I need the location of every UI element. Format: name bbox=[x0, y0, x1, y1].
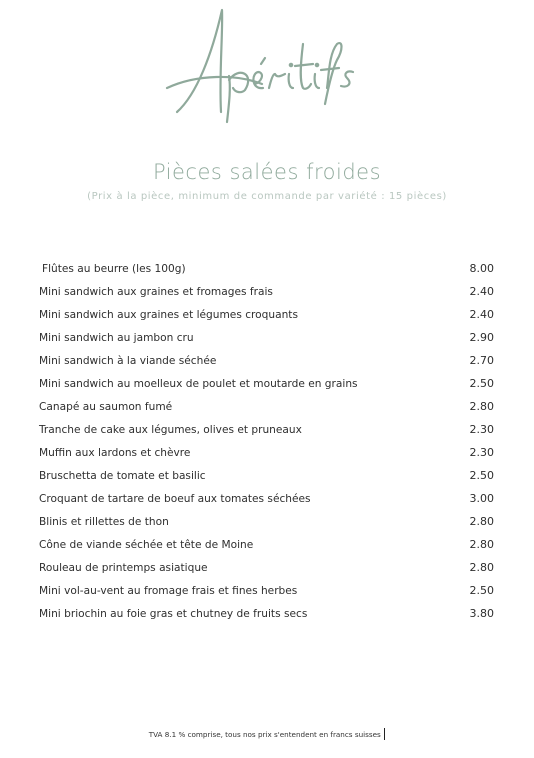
menu-item bbox=[39, 326, 494, 349]
item-price: 2.80 bbox=[469, 515, 494, 528]
menu-item bbox=[39, 395, 494, 418]
item-name: Mini sandwich au jambon cru bbox=[39, 331, 194, 344]
item-name: Mini sandwich aux graines et fromages frais bbox=[39, 285, 273, 298]
item-name: Canapé au saumon fumé bbox=[39, 400, 173, 413]
menu-item bbox=[39, 464, 494, 487]
item-name: Mini sandwich au moelleux de poulet et moutarde en grains bbox=[39, 377, 358, 390]
section-heading: Pièces salées froides bbox=[152, 160, 382, 184]
item-name: Croquant de tartare de boeuf aux tomates séchées bbox=[39, 492, 311, 505]
item-name: Flûtes au beurre (les 100g) bbox=[42, 262, 186, 275]
item-price: 2.50 bbox=[469, 377, 494, 390]
item-price: 2.40 bbox=[469, 308, 494, 321]
apertifs-script-title bbox=[157, 4, 377, 124]
item-name: Mini briochin au foie gras et chutney de fruits secs bbox=[39, 607, 308, 620]
menu-item bbox=[39, 487, 494, 510]
menu-item bbox=[39, 257, 494, 280]
item-name: Mini vol-au-vent au fromage frais et fines herbes bbox=[39, 584, 298, 597]
menu-item bbox=[39, 533, 494, 556]
menu-item bbox=[39, 556, 494, 579]
footer-note bbox=[0, 728, 534, 740]
item-price: 2.30 bbox=[469, 423, 494, 436]
item-name: Rouleau de printemps asiatique bbox=[39, 561, 208, 574]
item-name: Mini sandwich à la viande séchée bbox=[39, 354, 217, 367]
item-price: 2.30 bbox=[469, 446, 494, 459]
item-price: 2.50 bbox=[469, 469, 494, 482]
text-cursor bbox=[384, 728, 386, 740]
item-price: 2.70 bbox=[469, 354, 494, 367]
item-price: 8.00 bbox=[469, 262, 494, 275]
menu-item bbox=[39, 510, 494, 533]
menu-item bbox=[39, 280, 494, 303]
menu-item bbox=[39, 441, 494, 464]
menu-list bbox=[39, 257, 494, 625]
menu-item bbox=[39, 372, 494, 395]
item-price: 2.80 bbox=[469, 400, 494, 413]
section-note: (Prix à la pièce, minimum de commande par variété : 15 pièces) bbox=[87, 191, 447, 202]
menu-item bbox=[39, 602, 494, 625]
item-price: 2.90 bbox=[469, 331, 494, 344]
page-title bbox=[0, 4, 534, 124]
item-price: 2.80 bbox=[469, 538, 494, 551]
item-name: Mini sandwich aux graines et légumes croquants bbox=[39, 308, 298, 321]
item-price: 3.80 bbox=[469, 607, 494, 620]
item-price: 2.50 bbox=[469, 584, 494, 597]
menu-item bbox=[39, 579, 494, 602]
item-name: Cône de viande séchée et tête de Moine bbox=[39, 538, 254, 551]
footer-text: TVA 8.1 % comprise, tous nos prix s'entendent en francs suisses bbox=[148, 730, 381, 739]
menu-item bbox=[39, 349, 494, 372]
item-name: Tranche de cake aux légumes, olives et pruneaux bbox=[39, 423, 302, 436]
menu-item bbox=[39, 418, 494, 441]
item-name: Blinis et rillettes de thon bbox=[39, 515, 169, 528]
item-name: Muffin aux lardons et chèvre bbox=[39, 446, 191, 459]
item-price: 2.80 bbox=[469, 561, 494, 574]
item-price: 2.40 bbox=[469, 285, 494, 298]
item-price: 3.00 bbox=[469, 492, 494, 505]
menu-item bbox=[39, 303, 494, 326]
item-name: Bruschetta de tomate et basilic bbox=[39, 469, 206, 482]
